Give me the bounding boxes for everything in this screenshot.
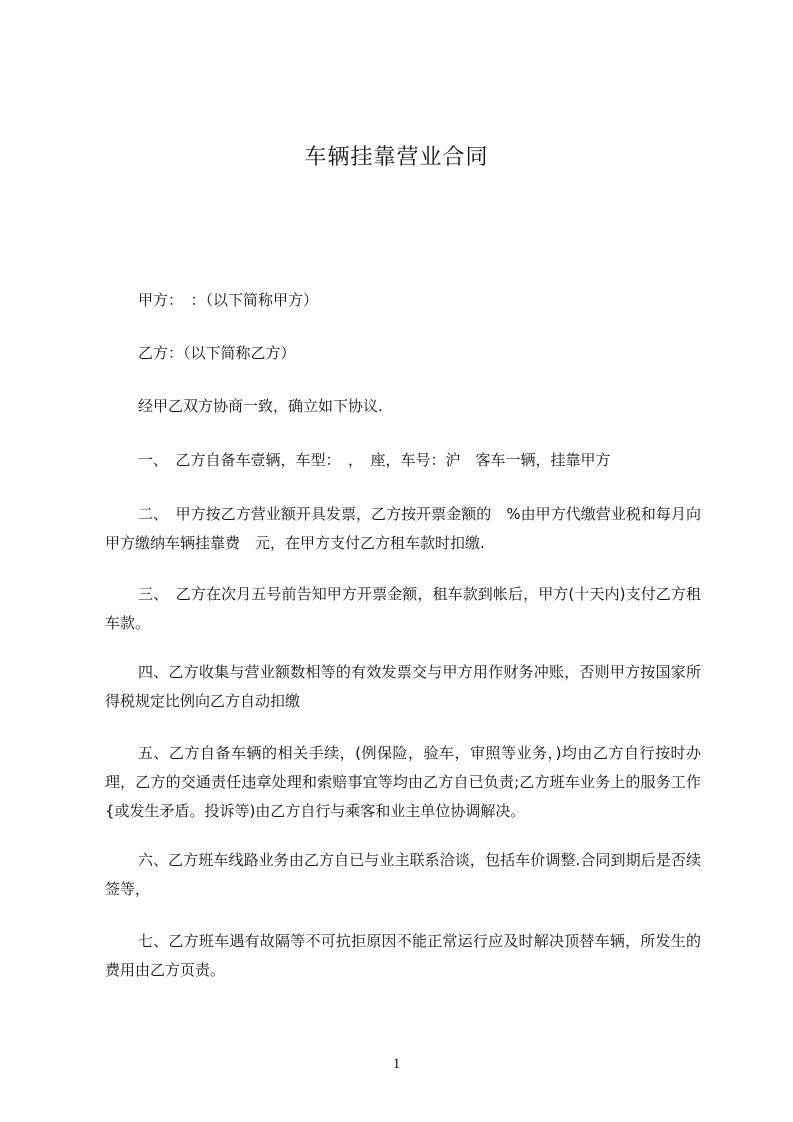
- clause-1: 一、 乙方自备车壹辆，车型： ， 座，车号：沪 客车一辆，挂靠甲方: [138, 451, 611, 469]
- party-b-line: 乙方：（以下简称乙方）: [138, 344, 296, 362]
- clause-5: 五、乙方自备车辆的相关手续，(例保险，验车，审照等业务，)均由乙方自行按时办理，乙方的交通责任违章处理和索赔事宜等均由乙方自已负责;乙方班车业务上的服务工作{或发生矛盾。投诉等)由乙方自行与乘客和业主单位协调解决。: [105, 744, 701, 820]
- clause-3: 三、 乙方在次月五号前告知甲方开票金额，租车款到帐后，甲方(十天内)支付乙方租车款。: [105, 585, 701, 632]
- clause-6: 六、乙方班车线路业务由乙方自已与业主联系洽谈，包括车价调整.合同到期后是否续签等，: [105, 851, 701, 898]
- intro-paragraph: 经甲乙双方协商一致，确立如下协议.: [138, 397, 383, 415]
- clause-2: 二、 甲方按乙方营业额开具发票，乙方按开票金额的 %由甲方代缴营业税和每月向甲方缴纳车辆挂靠费 元，在甲方支付乙方租车款时扣缴.: [105, 505, 701, 552]
- page-number: 1: [392, 1056, 401, 1072]
- document-title: 车辆挂靠营业合同: [304, 145, 489, 170]
- party-a-line: 甲方： ：（以下简称甲方）: [138, 291, 319, 309]
- clause-7: 七、乙方班车遇有故隔等不可抗拒原因不能正常运行应及时解决顶替车辆，所发生的费用由乙方页责。: [105, 932, 701, 979]
- clause-4: 四、乙方收集与营业额数相等的有效发票交与甲方用作财务冲账，否则甲方按国家所得税规定比例向乙方自动扣缴: [105, 663, 701, 710]
